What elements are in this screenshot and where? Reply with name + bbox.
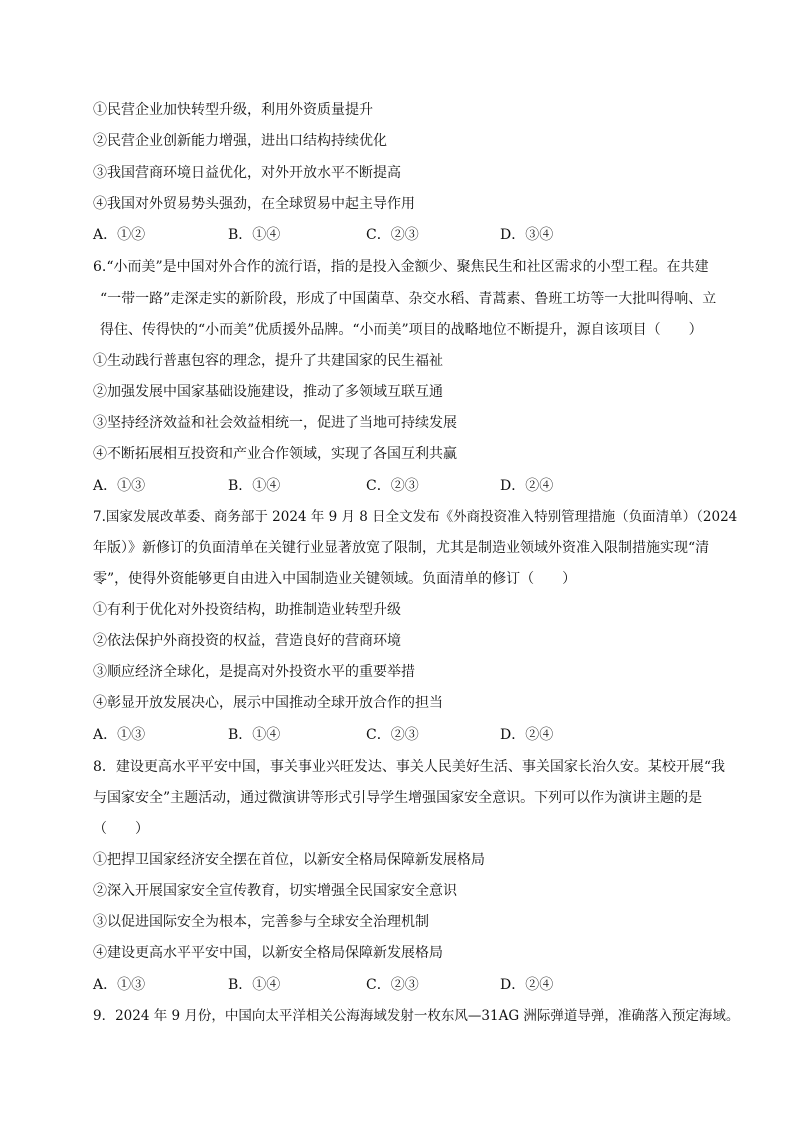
- q6-option-d[interactable]: D．②④: [500, 478, 554, 494]
- q5-option-c[interactable]: C．②③: [366, 227, 419, 243]
- q7-statement-1: ①有利于优化对外投资结构，助推制造业转型升级: [93, 602, 401, 618]
- q7-statement-4: ④彰显开放发展决心，展示中国推动全球开放合作的担当: [93, 695, 443, 711]
- q5-option-b[interactable]: B．①④: [228, 227, 281, 243]
- q8-option-b[interactable]: B．①④: [228, 977, 281, 993]
- q6-option-c[interactable]: C．②③: [366, 478, 419, 494]
- q8-option-c[interactable]: C．②③: [366, 977, 419, 993]
- q8-statement-3: ③以促进国际安全为根本，完善参与全球安全治理机制: [93, 914, 429, 930]
- q6-stem-line-2: “一带一路”走深走实的新阶段，形成了中国菌草、杂交水稻、青蒿素、鲁班工坊等一大批叫得响、立: [100, 291, 717, 307]
- q6-option-a[interactable]: A．①③: [93, 478, 146, 494]
- q8-option-a[interactable]: A．①③: [93, 977, 146, 993]
- q6-stem-line-3: 得住、传得快的“小而美”优质援外品牌。“小而美”项目的战略地位不断提升，源自该项目（ ）: [100, 322, 703, 338]
- q6-stem-line-1: 6.“小而美”是中国对外合作的流行语，指的是投入金额少、聚焦民生和社区需求的小型工程。在共建: [93, 259, 709, 275]
- q5-statement-1: ①民营企业加快转型升级，利用外资质量提升: [93, 102, 373, 118]
- q6-statement-1: ①生动践行普惠包容的理念，提升了共建国家的民生福祉: [93, 353, 443, 369]
- q7-stem-line-3: 零”，使得外资能够更自由进入中国制造业关键领域。负面清单的修订（ ）: [93, 571, 577, 587]
- q6-statement-2: ②加强发展中国家基础设施建设，推动了多领域互联互通: [93, 384, 443, 400]
- q8-stem-line-2: 与国家安全”主题活动，通过微演讲等形式引导学生增强国家安全意识。下列可以作为演讲主题的是: [93, 790, 703, 806]
- q5-statement-2: ②民营企业创新能力增强，进出口结构持续优化: [93, 133, 387, 149]
- q7-option-c[interactable]: C．②③: [366, 727, 419, 743]
- q6-option-b[interactable]: B．①④: [228, 478, 281, 494]
- q7-option-b[interactable]: B．①④: [228, 727, 281, 743]
- q8-stem-line-3: （ ）: [93, 821, 149, 837]
- q7-option-d[interactable]: D．②④: [500, 727, 554, 743]
- q6-statement-3: ③坚持经济效益和社会效益相统一，促进了当地可持续发展: [93, 415, 457, 431]
- q9-stem-line-1: 9．2024 年 9 月份，中国向太平洋相关公海海域发射一枚东风—31AG 洲际弹道导弹，准确落入预定海域。: [93, 1008, 740, 1024]
- q7-stem-line-1: 7.国家发展改革委、商务部于 2024 年 9 月 8 日全文发布《外商投资准入特别管理措施（负面清单）（2024: [93, 509, 738, 525]
- q8-stem-line-1: 8．建设更高水平平安中国，事关事业兴旺发达、事关人民美好生活、事关国家长治久安。某校开展“我: [93, 759, 726, 775]
- q6-statement-4: ④不断拓展相互投资和产业合作领域，实现了各国互利共赢: [93, 446, 457, 462]
- q7-statement-2: ②依法保护外商投资的权益，营造良好的营商环境: [93, 633, 401, 649]
- q8-statement-2: ②深入开展国家安全宣传教育，切实增强全民国家安全意识: [93, 883, 457, 899]
- q5-statement-4: ④我国对外贸易势头强劲，在全球贸易中起主导作用: [93, 196, 415, 212]
- q5-option-d[interactable]: D．③④: [500, 227, 554, 243]
- q7-option-a[interactable]: A．①③: [93, 727, 146, 743]
- q7-statement-3: ③顺应经济全球化，是提高对外投资水平的重要举措: [93, 664, 415, 680]
- q5-option-a[interactable]: A．①②: [93, 227, 146, 243]
- q8-option-d[interactable]: D．②④: [500, 977, 554, 993]
- q8-statement-1: ①把捍卫国家经济安全摆在首位，以新安全格局保障新发展格局: [93, 852, 485, 868]
- q7-stem-line-2: 年版）》新修订的负面清单在关键行业显著放宽了限制，尤其是制造业领域外资准入限制措施实现“清: [93, 540, 710, 556]
- q5-statement-3: ③我国营商环境日益优化，对外开放水平不断提高: [93, 165, 401, 181]
- q8-statement-4: ④建设更高水平平安中国，以新安全格局保障新发展格局: [93, 945, 443, 961]
